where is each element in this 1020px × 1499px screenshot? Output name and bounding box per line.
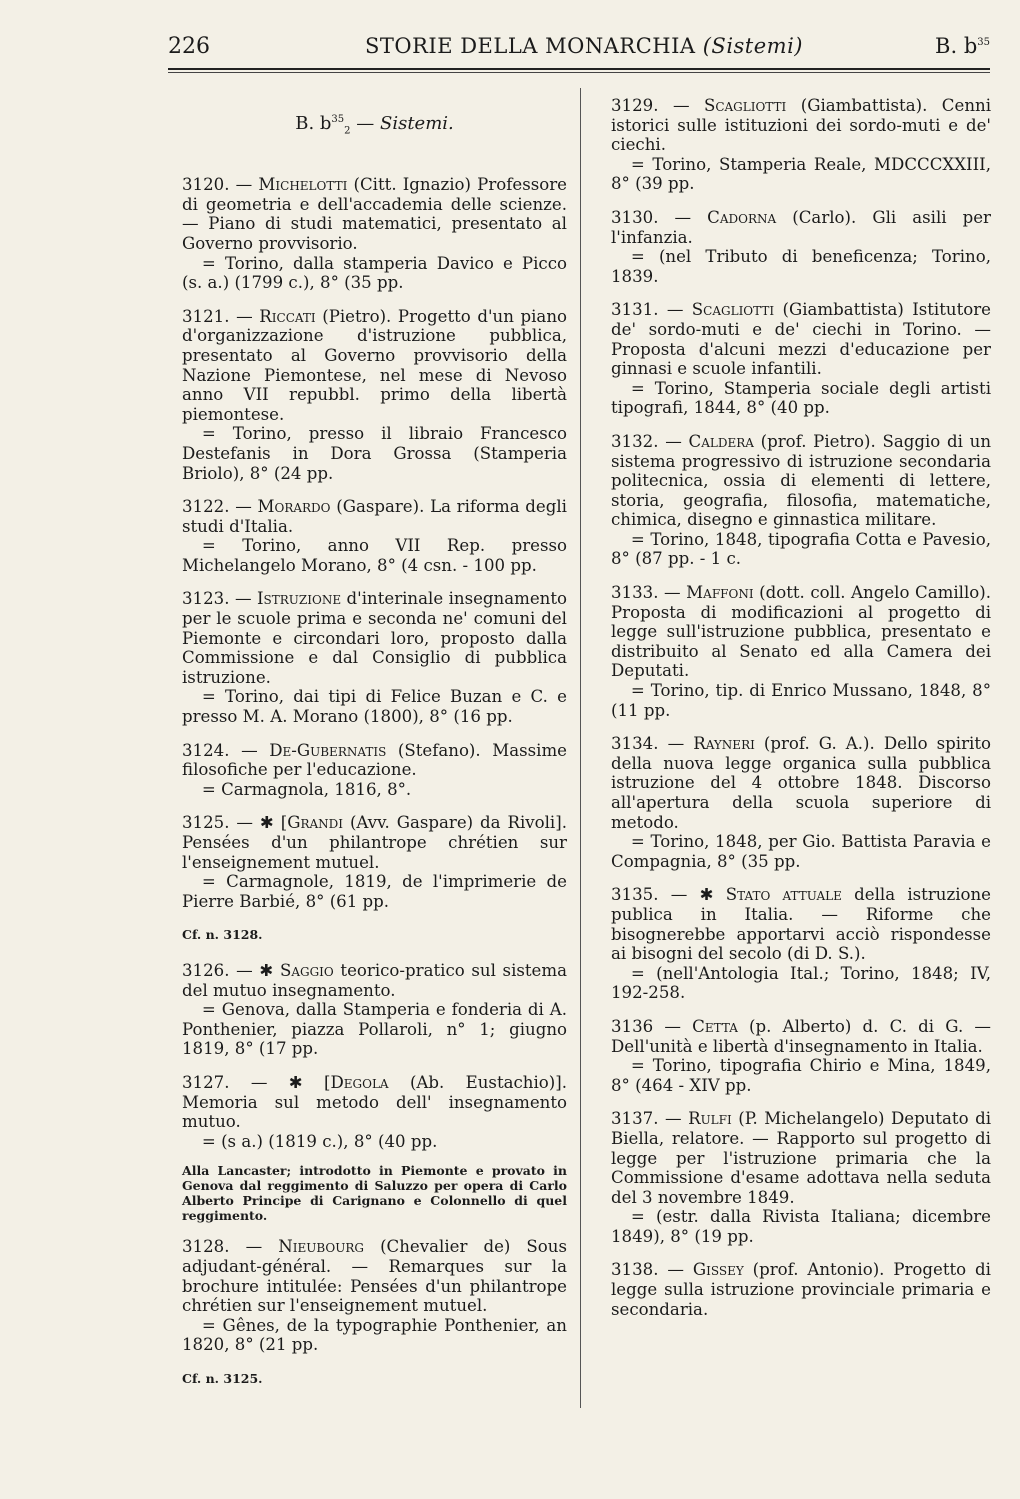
catalog-entry xyxy=(611,96,991,194)
entry-number: 3124. xyxy=(182,740,242,760)
entry-description xyxy=(611,300,991,378)
catalog-entry xyxy=(182,589,567,726)
entry-author: — Michelotti xyxy=(235,175,354,195)
entry-number: 3121. xyxy=(182,306,237,326)
entry-description xyxy=(182,741,567,780)
entry-number: 3126. xyxy=(182,960,237,980)
section-signature: B. $b^{35}$ xyxy=(935,34,990,58)
entry-text: (prof. Antonio). Progetto di legge sulla istruzione provinciale primaria e secondaria. xyxy=(611,1260,991,1319)
catalog-entry xyxy=(611,1109,991,1246)
entry-imprint: = Torino, 1848, tipografia Cotta e Pavesio, 8° (87 pp. - 1 c. xyxy=(611,529,991,569)
entry-text: (Giambattista) Istitutore de' sordo-muti e de' ciechi in Torino. — Proposta d'alcuni mezzi d'educazione per ginnasi e scuole infantili. xyxy=(611,300,992,379)
entry-number: 3130. xyxy=(611,207,675,227)
entry-author: — Cadorna xyxy=(674,207,793,227)
entry-description xyxy=(182,1073,567,1132)
entry-number: 3128. xyxy=(182,1237,246,1257)
entry-author: — Scagliotti xyxy=(672,96,801,115)
entry-imprint: = Torino, Stamperia sociale degli artisti tipografi, 1844, 8° (40 pp. xyxy=(611,378,991,418)
entry-description xyxy=(182,307,567,425)
entry-description xyxy=(611,734,991,832)
entry-note: Alla Lancaster; introdotto in Piemonte e provato in Genova dal reggimento di Saluzzo per opera di Carlo Alberto Principe di Carignano e Colonnello di quel reggimento. xyxy=(182,1163,567,1224)
entry-author: — Caldera xyxy=(665,431,761,451)
catalog-entry xyxy=(611,734,991,871)
entry-imprint: = Carmagnole, 1819, de l'imprimerie de Pierre Barbié, 8° (61 pp. xyxy=(182,872,567,911)
entry-text: (Chevalier de) Sous adjudant-général. — Remarques sur la brochure intitulée: Pensées d'un philantrope chrétien sur l'enseignement mutuel. xyxy=(182,1237,567,1316)
entry-imprint: = Carmagnola, 1816, 8°. xyxy=(201,779,412,799)
right-column xyxy=(611,96,991,1333)
entry-number: 3129. xyxy=(611,96,673,115)
catalog-entry xyxy=(182,307,567,483)
entry-number: 3134. xyxy=(611,734,668,754)
cross-reference: Cf. n. 3125. xyxy=(182,1370,263,1386)
catalog-entry xyxy=(611,432,991,569)
entry-number: 3120. xyxy=(182,175,236,195)
running-title: STORIE DELLA MONARCHIA (Sistemi) xyxy=(365,34,803,58)
column-divider xyxy=(580,88,581,1408)
entry-imprint: = Torino, presso il libraio Francesco Destefanis in Dora Grossa (Stamperia Briolo), 8° (24 pp. xyxy=(182,424,567,483)
entry-description xyxy=(182,497,567,536)
entry-imprint: = Torino, anno VII Rep. presso Michelangelo Morano, 8° (4 csn. - 100 pp. xyxy=(182,536,567,575)
entry-text: (prof. Pietro). Saggio di un sistema progressivo di istruzione secondaria politecnica, ossia di elementi di lettere, storia, geografia, filosofia, matematiche, chimica, disegno e ginnastica militare. xyxy=(611,431,992,530)
entry-text: teorico-pratico sul sistema del mutuo insegnamento. xyxy=(182,960,568,1000)
left-column xyxy=(182,96,567,1404)
entry-number: 3136 xyxy=(611,1016,665,1036)
entry-description xyxy=(611,208,991,247)
entry-imprint: = Torino, tipografia Chirio e Mina, 1849, 8° (464 - XIV pp. xyxy=(611,1056,991,1095)
section-heading: B. $b^{35}_2$ — Sistemi. xyxy=(295,113,454,137)
cross-reference: Cf. n. 3128. xyxy=(182,927,263,943)
entry-author: — ✱ [Degola xyxy=(250,1072,410,1092)
entry-author: — Gissey xyxy=(667,1260,753,1280)
entry-imprint: = Torino, 1848, per Gio. Battista Paravia e Compagnia, 8° (35 pp. xyxy=(611,832,991,871)
entry-description xyxy=(611,1109,991,1207)
entry-author: — Morardo xyxy=(235,497,337,517)
entry-number: 3133. xyxy=(611,583,665,603)
entry-text: (Ab. Eustachio)]. Memoria sul metodo dell' insegnamento mutuo. xyxy=(182,1072,568,1132)
page-number: 226 xyxy=(168,34,210,59)
entry-description xyxy=(611,583,991,681)
entry-text: (Pietro). Progetto d'un piano d'organizzazione d'istruzione pubblica, presentato al Governo provvisorio della Nazione Piemontese, nel mese di Nevoso anno VII repubbl. primo della libertà piemontese. xyxy=(182,306,567,424)
entry-text: (Giambattista). Cenni istorici sulle istituzioni dei sordo-muti e de' ciechi. xyxy=(611,96,991,155)
entry-number: 3125. xyxy=(182,813,237,833)
left-entries xyxy=(182,175,567,1388)
entry-imprint: = Gênes, de la typographie Ponthenier, an 1820, 8° (21 pp. xyxy=(182,1315,567,1355)
entry-number: 3135. xyxy=(611,885,671,905)
entry-text: (Gaspare). La riforma degli studi d'Italia. xyxy=(182,497,567,536)
entry-author: — ✱ Stato attuale xyxy=(670,885,855,905)
catalog-entry xyxy=(182,175,567,293)
catalog-entry xyxy=(182,961,567,1059)
entry-description xyxy=(611,1260,991,1319)
entry-author: — De-Gubernatis xyxy=(241,740,398,760)
entry-number: 3137. xyxy=(611,1109,665,1129)
entry-text: (Avv. Gaspare) da Rivoli]. Pensées d'un philantrope chrétien sur l'enseignement mutuel. xyxy=(182,813,567,872)
catalog-entry xyxy=(182,497,567,575)
entry-text: della istruzione publica in Italia. — Riforme che bisognerebbe apportarvi acciò rispondesse ai bisogni del secolo (di D. S.). xyxy=(611,885,992,964)
entry-description xyxy=(182,175,567,253)
entry-number: 3132. xyxy=(611,431,666,451)
entry-imprint: = Torino, tip. di Enrico Mussano, 1848, 8° (11 pp. xyxy=(611,681,991,720)
catalog-entry xyxy=(182,813,567,911)
entry-description xyxy=(182,961,567,1000)
entry-imprint: = (s a.) (1819 c.), 8° (40 pp. xyxy=(201,1131,438,1151)
entry-text: d'interinale insegnamento per le scuole prima e seconda ne' comuni del Piemonte e circondari loro, proposto dalla Commissione e dal Consiglio di pubblica istruzione. xyxy=(182,589,568,687)
running-header xyxy=(168,34,990,66)
entry-description xyxy=(611,96,991,155)
entry-imprint: = Genova, dalla Stamperia e fonderia di A. Ponthenier, piazza Pollaroli, n° 1; giugno 1819, 8° (17 pp. xyxy=(182,1000,567,1059)
entry-text: (dott. coll. Angelo Camillo). Proposta di modificazioni al progetto di legge sull'istruzione pubblica, presentato e distribuito al Senato ed alla Camera dei Deputati. xyxy=(611,583,991,681)
entry-description xyxy=(182,589,567,687)
entry-text: (Citt. Ignazio) Professore di geometria e dell'accademia delle scienze. — Piano di studi matematici, presentato al Governo provvisorio. xyxy=(182,175,568,253)
entry-number: 3123. xyxy=(182,589,235,609)
entry-author: — Scagliotti xyxy=(666,300,783,320)
entry-text: (Stefano). Massime filosofiche per l'educazione. xyxy=(182,740,568,780)
entry-author: — Cetta xyxy=(664,1016,750,1036)
catalog-entry xyxy=(182,1237,567,1355)
entry-author: — Rayneri xyxy=(667,734,764,754)
entry-text: (P. Michelangelo) Deputato di Biella, relatore. — Rapporto sul progetto di legge per l'istruzione primaria che la Commissione d'esame adottava nella seduta del 3 novembre 1849. xyxy=(611,1109,992,1207)
entry-description xyxy=(182,1237,567,1315)
entry-text: (prof. G. A.). Dello spirito della nuova legge organica sulla pubblica istruzione del 4 ottobre 1848. Discorso all'apertura della scuola superiore di metodo. xyxy=(611,734,991,832)
entry-author: — Riccati xyxy=(236,306,323,326)
entry-description xyxy=(611,432,991,530)
header-rule xyxy=(168,68,990,70)
entry-author: — Istruzione xyxy=(234,589,347,609)
entry-number: 3122. xyxy=(182,497,236,517)
catalog-entry xyxy=(182,1073,567,1151)
entry-imprint: = Torino, dalla stamperia Davico e Picco (s. a.) (1799 c.), 8° (35 pp. xyxy=(182,253,567,293)
entry-description xyxy=(611,885,991,963)
entry-imprint: = (nell'Antologia Ital.; Torino, 1848; IV, 192-258. xyxy=(611,963,991,1003)
entry-imprint: = (estr. dalla Rivista Italiana; dicembre 1849), 8° (19 pp. xyxy=(611,1207,991,1246)
entry-number: 3131. xyxy=(611,300,667,320)
catalog-entry xyxy=(611,300,991,418)
entry-imprint: = (nel Tributo di beneficenza; Torino, 1839. xyxy=(611,247,991,286)
catalog-entry xyxy=(611,583,991,720)
entry-imprint: = Torino, dai tipi di Felice Buzan e C. e presso M. A. Morano (1800), 8° (16 pp. xyxy=(182,687,567,727)
entry-description xyxy=(182,813,567,872)
entry-author: — ✱ Saggio xyxy=(236,960,341,980)
catalog-entry xyxy=(611,885,991,1003)
catalog-entry xyxy=(182,741,567,800)
entry-author: — Maffoni xyxy=(664,583,760,603)
entry-description xyxy=(611,1017,991,1056)
header-rule-thin xyxy=(168,72,990,73)
right-entries xyxy=(611,96,991,1319)
entry-imprint: = Torino, Stamperia Reale, MDCCCXXIII, 8° (39 pp. xyxy=(611,154,991,194)
entry-number: 3127. xyxy=(182,1072,251,1092)
entry-author: — Nieubourg xyxy=(245,1237,381,1257)
entry-text: (Carlo). Gli asili per l'infanzia. xyxy=(611,207,991,247)
entry-number: 3138. xyxy=(611,1260,668,1280)
catalog-entry xyxy=(611,208,991,286)
entry-text: (p. Alberto) d. C. di G. — Dell'unità e libertà d'insegnamento in Italia. xyxy=(611,1016,991,1056)
entry-author: — ✱ [Grandi xyxy=(236,813,350,833)
entry-author: — Rulfi xyxy=(665,1109,739,1129)
catalog-entry xyxy=(611,1260,991,1319)
catalog-entry xyxy=(611,1017,991,1095)
